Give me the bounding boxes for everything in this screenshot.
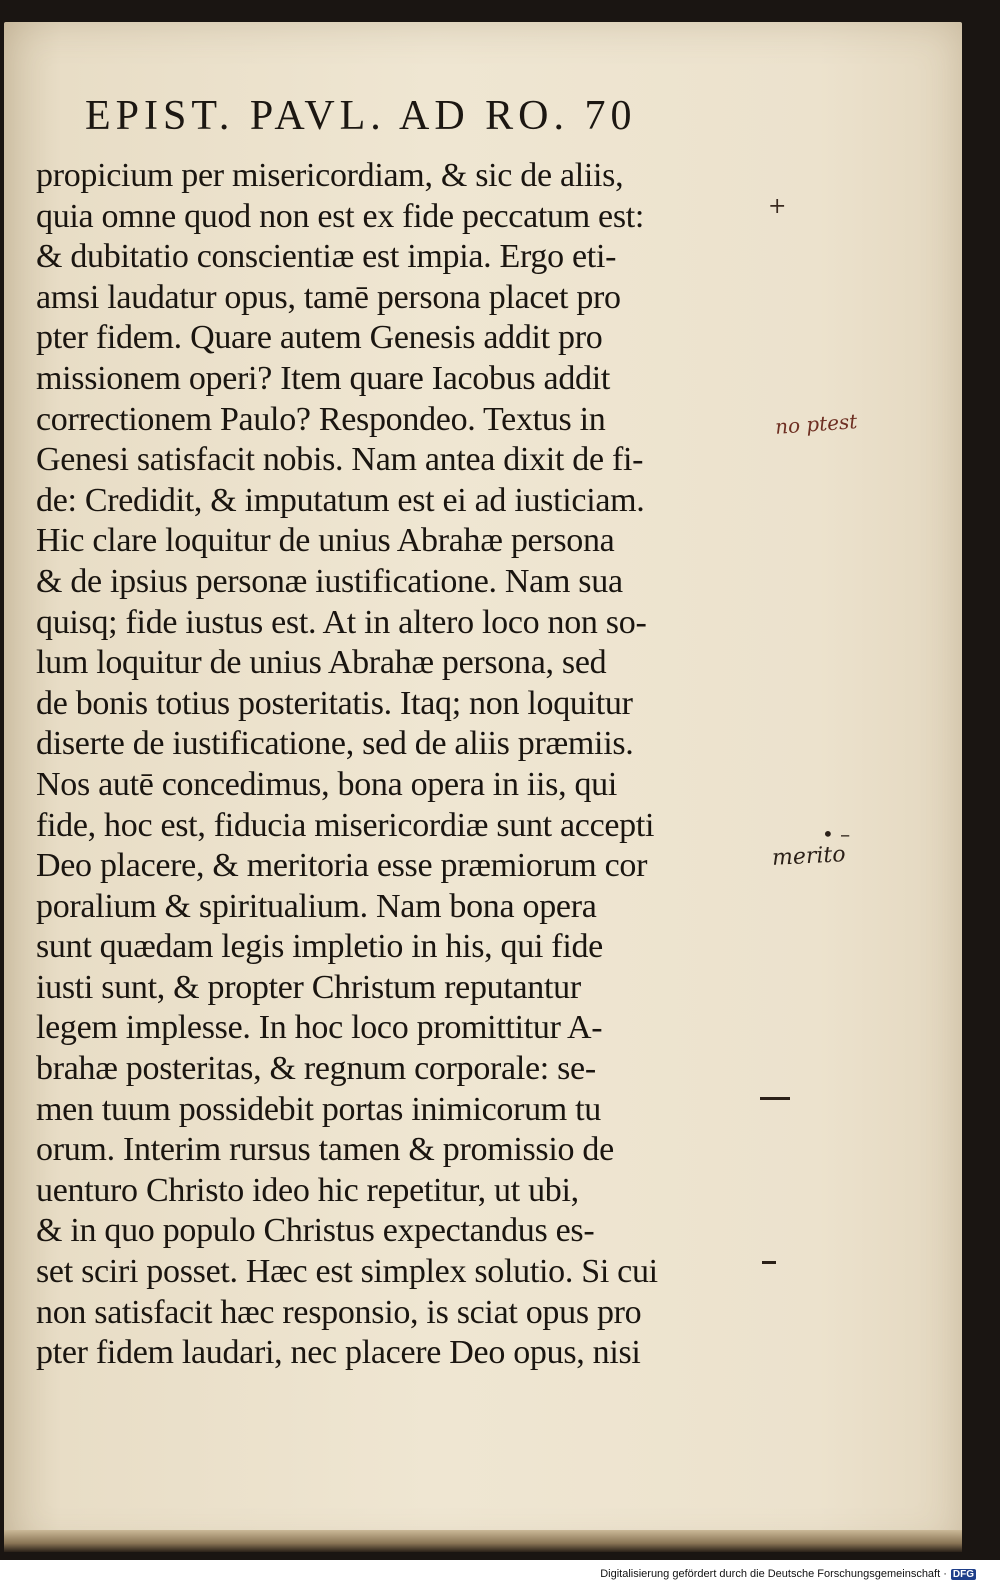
text-line: Nos autē concedimus, bona opera in iis, qui	[36, 765, 618, 803]
text-line: legem implesse. In hoc loco promittitur A-	[36, 1009, 603, 1047]
page-edge	[4, 1530, 962, 1552]
text-line: propicium per misericordiam, & sic de aliis,	[36, 157, 624, 194]
margin-note-4: merito	[771, 842, 847, 871]
text-line: & in quo populo Christus expectandus es-	[36, 1212, 595, 1250]
text-line: non satisfacit hæc responsio, is sciat opus pro	[36, 1293, 642, 1331]
footer	[600, 1568, 976, 1580]
text-line: & de ipsius personæ iustificatione. Nam sua	[36, 562, 623, 600]
dfg-logo: DFG	[952, 1569, 974, 1580]
footer-credit: Digitalisierung gefördert durch die Deutsche Forschungsgemeinschaft ·	[600, 1568, 947, 1580]
text-line: quisq; fide iustus est. At in altero loco non so-	[36, 603, 647, 641]
text-line: quia omne quod non est ex fide peccatum est:	[36, 197, 645, 235]
text-line: iusti sunt, & propter Christum reputantur	[36, 968, 581, 1006]
text-line: diserte de iustificatione, sed de aliis præmiis.	[36, 725, 634, 763]
text-line: men tuum possidebit portas inimicorum tu	[36, 1090, 602, 1128]
text-line: de bonis totius posteritatis. Itaq; non loquitur	[36, 684, 633, 722]
margin-note-1: +	[768, 194, 787, 219]
text-line: brahæ posteritas, & regnum corporale: se-	[36, 1050, 596, 1088]
text-line: orum. Interim rursus tamen & promissio de	[36, 1131, 614, 1169]
text-line: poralium & spiritualium. Nam bona opera	[36, 887, 597, 925]
text-line: Deo placere, & meritoria esse præmiorum cor	[36, 847, 648, 885]
text-line: pter fidem laudari, nec placere Deo opus, nisi	[36, 1334, 641, 1372]
text-line: fide, hoc est, fiducia misericordiæ sunt accepti	[36, 806, 655, 844]
margin-dash	[762, 1261, 776, 1264]
text-line: set sciri posset. Hæc est simplex solutio. Si cui	[36, 1253, 658, 1291]
text-line: Genesi satisfacit nobis. Nam antea dixit de fi-	[36, 441, 644, 479]
text-line: missionem operi? Item quare Iacobus addit	[36, 359, 611, 397]
margin-dash	[760, 1097, 790, 1100]
text-line: & dubitatio conscientiæ est impia. Ergo eti-	[36, 238, 617, 276]
margin-note-3: • –	[822, 822, 851, 846]
text-line: lum loquitur de unius Abrahæ persona, sed	[36, 644, 607, 682]
text-line: sunt quædam legis impletio in his, qui fide	[36, 928, 603, 966]
running-head: EPIST. PAVL. AD RO. 70	[85, 93, 637, 139]
text-line: de: Credidit, & imputatum est ei ad iusticiam.	[36, 481, 645, 519]
text-line: uenturo Christo ideo hic repetitur, ut ubi,	[36, 1171, 579, 1209]
text-line: correctionem Paulo? Respondeo. Textus in	[36, 400, 606, 438]
body-text	[36, 156, 766, 1374]
text-line: amsi laudatur opus, tamē persona placet pro	[36, 278, 621, 316]
text-line: pter fidem. Quare autem Genesis addit pro	[36, 319, 603, 357]
text-line: Hic clare loquitur de unius Abrahæ persona	[36, 522, 615, 560]
margin-note-2: no ptest	[774, 409, 859, 439]
